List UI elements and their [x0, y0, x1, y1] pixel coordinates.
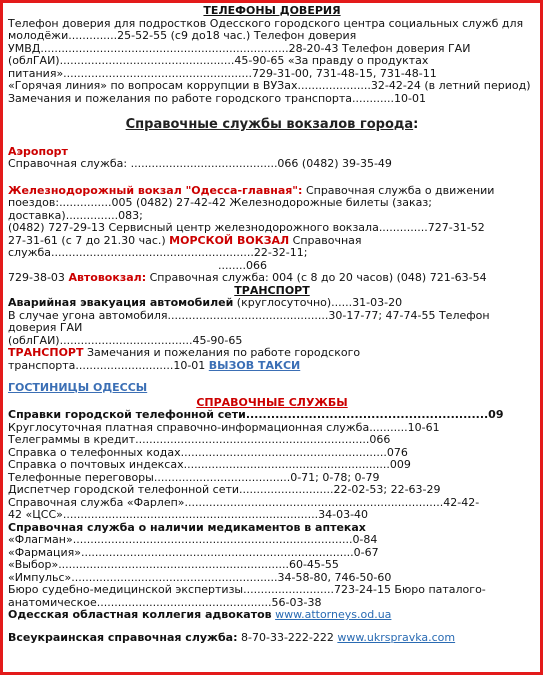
hotels-link[interactable]: ГОСТИНИЦЫ ОДЕССЫ — [8, 381, 148, 394]
transport-line: (облГАИ)......................................45-90-65 — [8, 333, 243, 347]
pharm-item: «Флагман»................................................................................0-84 — [8, 533, 378, 546]
rail-l4-b: Справочная — [289, 233, 362, 247]
pharm-item: Бюро судебно-медицинской экспертизы..........................723-24-15 Бюро паталого- — [8, 583, 486, 596]
hotline-line: Телефон доверия для подростков Одесского городского центра социальных служб для — [8, 16, 524, 30]
ref-item: Справка о почтовых индексах...........................................................009 — [8, 458, 411, 471]
pharm-title: Справочная служба о наличии медикаментов в аптеках — [8, 520, 366, 534]
bus-title: Автовокзал: — [68, 271, 147, 284]
transport-remarks-line — [8, 347, 536, 372]
ref-item: Круглосуточная платная справочно-информационная служба...........10-61 — [8, 420, 440, 434]
rail-l4-a: 27-31-61 (с 7 до 21.30 час.) — [8, 233, 170, 247]
lawyers-line — [8, 609, 536, 622]
ref-item: 42 «ЦСС».........................................................................34-03-40 — [8, 508, 369, 521]
hotline-line: УМВД.......................................................................28-20-43 Телефон доверия ГАИ — [8, 41, 471, 55]
ukr-link[interactable]: www.ukrspravka.com — [337, 630, 456, 644]
airport-line: Справочная служба: ..........................................066 (0482) 39-35-49 — [8, 157, 392, 170]
hotline-line: «Горячая линия» по вопросам коррупции в ВУЗах.....................32-42-24 (в летний период) — [8, 79, 531, 92]
reference-title: СПРАВОЧНЫЕ СЛУЖБЫ — [196, 395, 348, 409]
pharm-item: «Импульс»...........................................................34-58-80, 746-50-60 — [8, 570, 392, 584]
hotlines-section — [8, 5, 536, 18]
taxi-link[interactable]: ВЫЗОВ ТАКСИ — [208, 358, 301, 372]
transport-line: В случае угона автомобиля..............................................30-17-77; 47-74-55 Телефон доверия ГАИ — [8, 308, 490, 334]
transport-title: ТРАНСПОРТ — [234, 283, 310, 297]
airport-title: Аэропорт — [8, 144, 68, 158]
transport-remarks: Замечания и пожелания по работе городского транспорта............................10-01 — [8, 346, 361, 372]
ukr-line — [8, 632, 536, 645]
rail-line-5: служба..........................................................22-32-11; — [8, 246, 308, 259]
pharm-item: «Выбор»..................................................................60-45-55 — [8, 558, 339, 571]
content — [3, 3, 540, 644]
bus-l-b: Справочная служба: 004 (с 8 до 20 часов) (048) 721-63-54 — [146, 271, 487, 284]
stations-title: Справочные службы вокзалов города — [125, 117, 414, 132]
ref-item: Телефонные переговоры.......................................0-71; 0-78; 0-79 — [8, 470, 380, 484]
bus-l-a: 729-38-03 — [8, 271, 69, 284]
rail-line-3: (0482) 727-29-13 Сервисный центр железнодорожного вокзала..............727-31-52 — [8, 221, 485, 234]
lawyers-link[interactable]: www.attorneys.od.ua — [275, 608, 392, 621]
hotline-line: Замечания и пожелания по работе городского транспорта............10-01 — [8, 91, 426, 105]
pharm-item: анатомическое..................................................56-03-38 — [8, 595, 322, 609]
stations-heading — [8, 119, 536, 132]
sea-title: МОРСКОЙ ВОКЗАЛ — [169, 233, 290, 247]
ref-item: Диспетчер городской телефонной сети...........................22-02-53; 22-63-29 — [8, 483, 441, 496]
ref-item: Справочная служба «Фарлеп»..........................................................................42-42- — [8, 495, 480, 509]
rail-l1-rest: Справочная служба о движении — [302, 183, 495, 197]
transport-inline-title: ТРАНСПОРТ — [8, 346, 84, 359]
evac-title: Аварийная эвакуация автомобилей — [8, 296, 234, 309]
ukr-title: Всеукраинская справочная служба: — [8, 630, 238, 644]
hotline-line: молодёжи..............25-52-55 (с9 до18 час.) Телефон доверия — [8, 29, 357, 42]
ref-item: Телеграммы в кредит...................................................................066 — [8, 433, 391, 446]
lawyers-title: Одесская областная коллегия адвокатов — [8, 608, 272, 621]
evac-rest: (круглосуточно)......31-03-20 — [233, 296, 403, 309]
pharm-item: «Фармация»..............................................................................0-67 — [8, 545, 379, 559]
rail-line-6: ........066 — [218, 258, 267, 272]
hotline-line: (облГАИ)..................................................45-90-65 «За правду о продуктах — [8, 54, 429, 67]
city-net-line: Справки городской телефонной сети..........................................................09 — [8, 408, 504, 421]
stations-colon: : — [413, 117, 419, 132]
rail-title: Железнодорожный вокзал "Одесса-главная": — [8, 183, 303, 197]
ref-item: Справка о телефонных кодах...........................................................076 — [8, 445, 408, 459]
ukr-phone: 8-70-33-222-222 — [237, 630, 338, 644]
rail-line-2: поездов:...............005 (0482) 27-42-42 Железнодорожные билеты (заказ; доставка)...............083; — [8, 196, 432, 222]
evac-line — [8, 297, 536, 310]
hotline-line: питания»......................................................729-31-00, 731-48-15, 731-48-11 — [8, 66, 437, 80]
hotlines-title: ТЕЛЕФОНЫ ДОВЕРИЯ — [203, 4, 341, 17]
